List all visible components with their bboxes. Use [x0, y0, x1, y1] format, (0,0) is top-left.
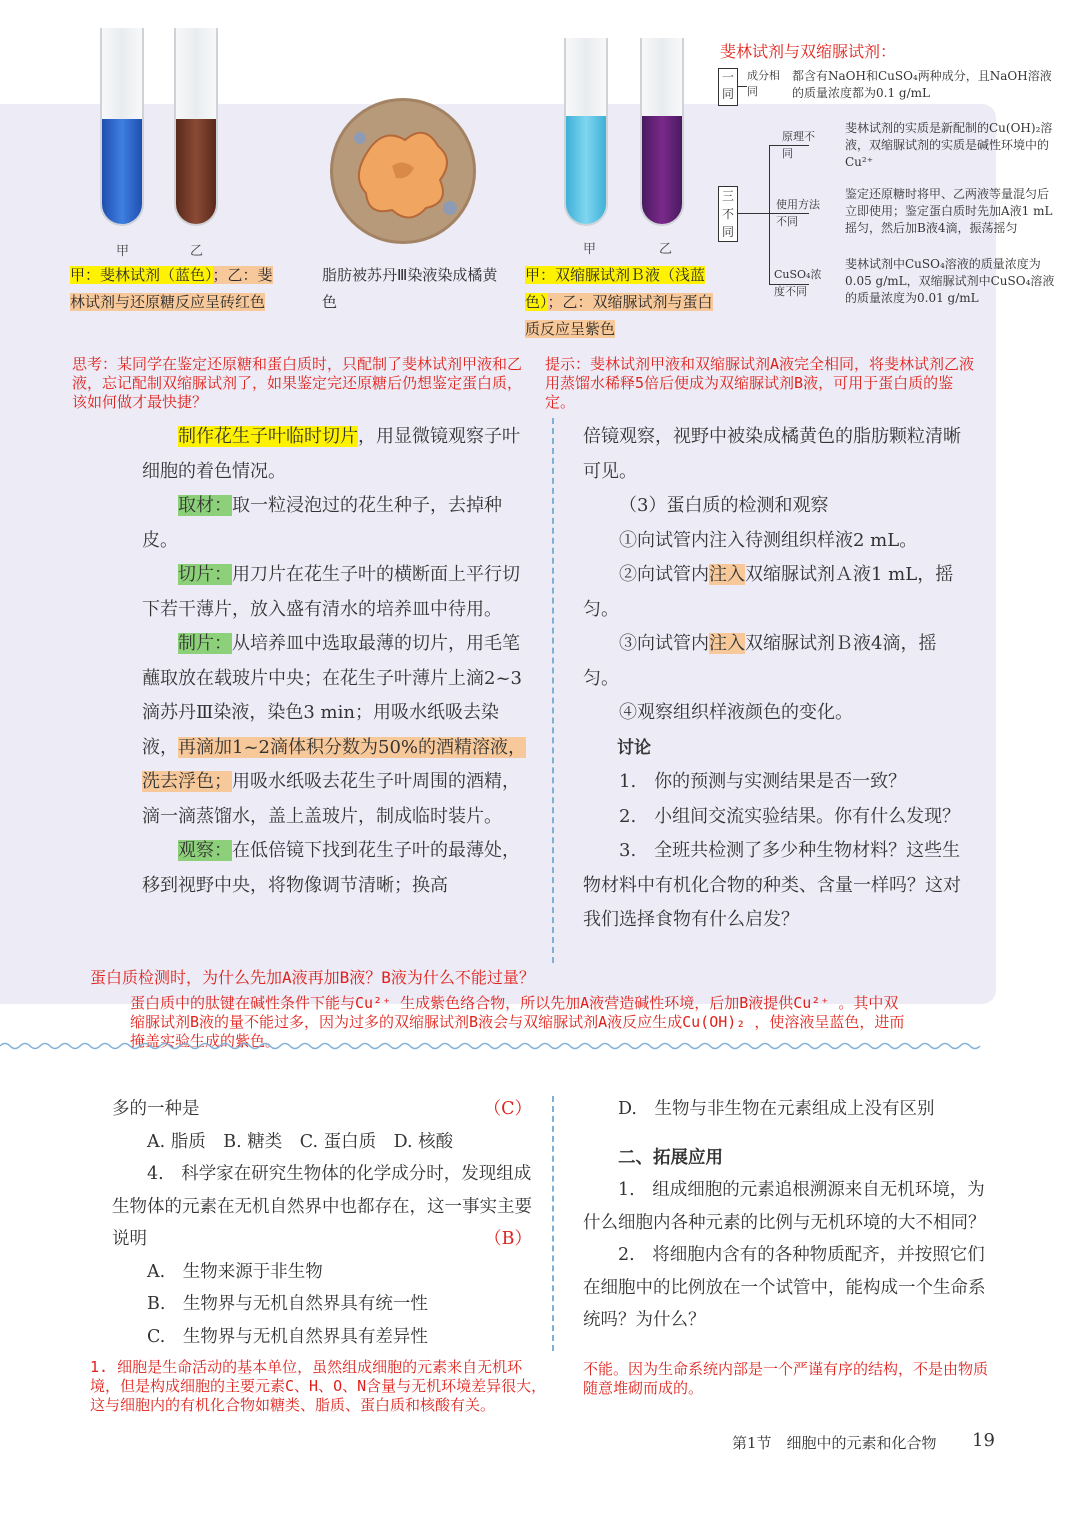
answer-c: （C） — [483, 1099, 532, 1119]
one-same-box: 一同 — [718, 68, 738, 106]
answer-note-right: 不能。因为生命系统内部是一个严谨有序的结构，不是由物质随意堆砌而成的。 — [583, 1360, 989, 1397]
fat-stain-micrograph — [330, 98, 476, 244]
left-column: 制作花生子叶临时切片，用显微镜观察子叶细胞的着色情况。 取材：取一粒浸泡过的花生种子，去掉种皮。 切片：用刀片在花生子叶的横断面上平行切下若干薄片，放入盛有清水的培养皿中待用。 制片：从培养皿中选取最薄的切片，用毛笔蘸取放在载玻片中央；在花生子叶薄片上滴2~3滴苏丹Ⅲ染液，染色3 min；用吸水纸吸去染液，再滴加1~2滴体积分数为50%的酒精溶液，洗去浮色；用吸水纸吸去花生子叶周围的酒精，滴一滴蒸馏水，盖上盖玻片，制成临时装片。 观察：在低倍镜下找到花生子叶的最薄处，移到视野中央，将物像调节清晰；换高 — [142, 426, 526, 896]
column-divider — [552, 418, 554, 963]
same-label: 成分相同 — [747, 69, 780, 98]
tube-label-yi: 乙 — [659, 242, 673, 257]
footer-section-title: 第1节 细胞中的元素和化合物 — [732, 1434, 937, 1452]
protein-answer: 蛋白质中的肽键在碱性条件下能与Cu²⁺ 生成紫色络合物，所以先加A液营造碱性环境，后加B液提供Cu²⁺ 。其中双缩脲试剂B液的量不能过多，因为过多的双缩脲试剂B液会与双缩脲试剂A液反应生成Cu(OH)₂ ，使溶液呈蓝色，进而掩盖实验生成的紫色。 — [130, 994, 905, 1050]
lower-right-column: D. 生物与非生物在元素组成上没有区别 二、拓展应用 1. 组成细胞的元素追根溯源来自无机环境，为什么细胞内各种元素的比例与无机环境的大不相同？ 2. 将细胞内含有的各种物质配齐，并按照它们在细胞中的比例放在一个试管中，能构成一个生命系统吗？为什么？ — [583, 1099, 986, 1330]
diff-text-concentration: 斐林试剂中CuSO₄溶液的质量浓度为0.05 g/mL，双缩脲试剂中CuSO₄溶液的质量浓度为0.01 g/mL — [845, 257, 1055, 305]
wavy-divider — [0, 1040, 1000, 1052]
three-diff-box: 三不同 — [718, 186, 738, 242]
page-number: 19 — [972, 1430, 995, 1451]
lower-column-divider — [552, 1096, 554, 1351]
fat-stain-caption: 脂肪被苏丹Ⅲ染液染成橘黄色 — [322, 266, 498, 311]
reducing-sugar-tubes-image — [100, 28, 230, 228]
diff-text-usage: 鉴定还原糖时将甲、乙两液等量混匀后立即使用；鉴定蛋白质时先加A液1 mL摇匀，然后加B液4滴，振荡摇匀 — [845, 187, 1053, 235]
tube-label-jia: 甲 — [583, 242, 597, 257]
protein-caption: 甲：双缩脲试剂Ｂ液（浅蓝色）；乙：双缩脲试剂与蛋白质反应呈紫色 — [525, 266, 713, 338]
same-text: 都含有NaOH和CuSO₄两种成分，且NaOH溶液的质量浓度都为0.1 g/mL — [792, 69, 1052, 100]
diff-label-usage: 使用方法不同 — [776, 198, 820, 228]
tube-label-yi: 乙 — [190, 244, 204, 259]
diff-label-concentration: CuSO₄浓度不同 — [774, 268, 822, 298]
diff-text-principle: 斐林试剂的实质是新配制的Cu(OH)₂溶液，双缩脲试剂的实质是碱性环境中的Cu²⁺ — [845, 121, 1053, 169]
hint-note: 提示：斐林试剂甲液和双缩脲试剂A液完全相同，将斐林试剂乙液用蒸馏水稀释5倍后便成为双缩脲试剂B液，可用于蛋白质的鉴定。 — [545, 355, 975, 411]
think-note: 思考：某同学在鉴定还原糖和蛋白质时，只配制了斐林试剂甲液和乙液，忘记配制双缩脲试剂了，如果鉴定完还原糖后仍想鉴定蛋白质，该如何做才最快捷？ — [72, 355, 523, 411]
lower-left-column: 多的一种是 （C） A. 脂质 B. 糖类 C. 蛋白质 D. 核酸 4. 科学家在研究生物体的化学成分时，发现组成生物体的元素在无机自然界中也都存在，这一事实主要说明 （B） A. 生物来源于非生物 B. 生物界与无机自然界具有统一性 C. 生物界与无机自然界具有差异性 — [112, 1093, 532, 1353]
answer-note-left: 1. 细胞是生命活动的基本单位，虽然组成细胞的元素来自无机环境，但是构成细胞的主要元素C、H、O、N含量与无机环境差异很大，这与细胞内的有机化合物如糖类、脂质、蛋白质和核酸有关。 — [90, 1358, 547, 1414]
answer-b: （B） — [484, 1229, 532, 1249]
diff-label-principle: 原理不同 — [782, 130, 815, 160]
tube-label-jia: 甲 — [116, 244, 130, 259]
protein-question: 蛋白质检测时，为什么先加A液再加B液？B液为什么不能过量？ — [90, 968, 535, 987]
right-column: 倍镜观察，视野中被染成橘黄色的脂肪颗粒清晰可见。 （3）蛋白质的检测和观察 ①向试管内注入待测组织样液2 mL。 ②向试管内注入双缩脲试剂Ａ液1 mL，摇匀。 ③向试管内注入双缩脲试剂Ｂ液4滴，摇匀。 ④观察组织样液颜色的变化。 讨论 1. 你的预测与实测结果是否一致？ 2. 小组间交流实验结果。你有什么发现？ 3. 全班共检测了多少种生物材料？这些生物材料中有机化合物的种类、含量一样吗？这对我们选择食物有什么启发？ — [583, 426, 961, 930]
protein-tubes-image — [564, 38, 694, 228]
reducing-sugar-caption: 甲：斐林试剂（蓝色）；乙：斐林试剂与还原糖反应呈砖红色 — [70, 266, 273, 311]
mindmap-title: 斐林试剂与双缩脲试剂： — [720, 42, 897, 61]
